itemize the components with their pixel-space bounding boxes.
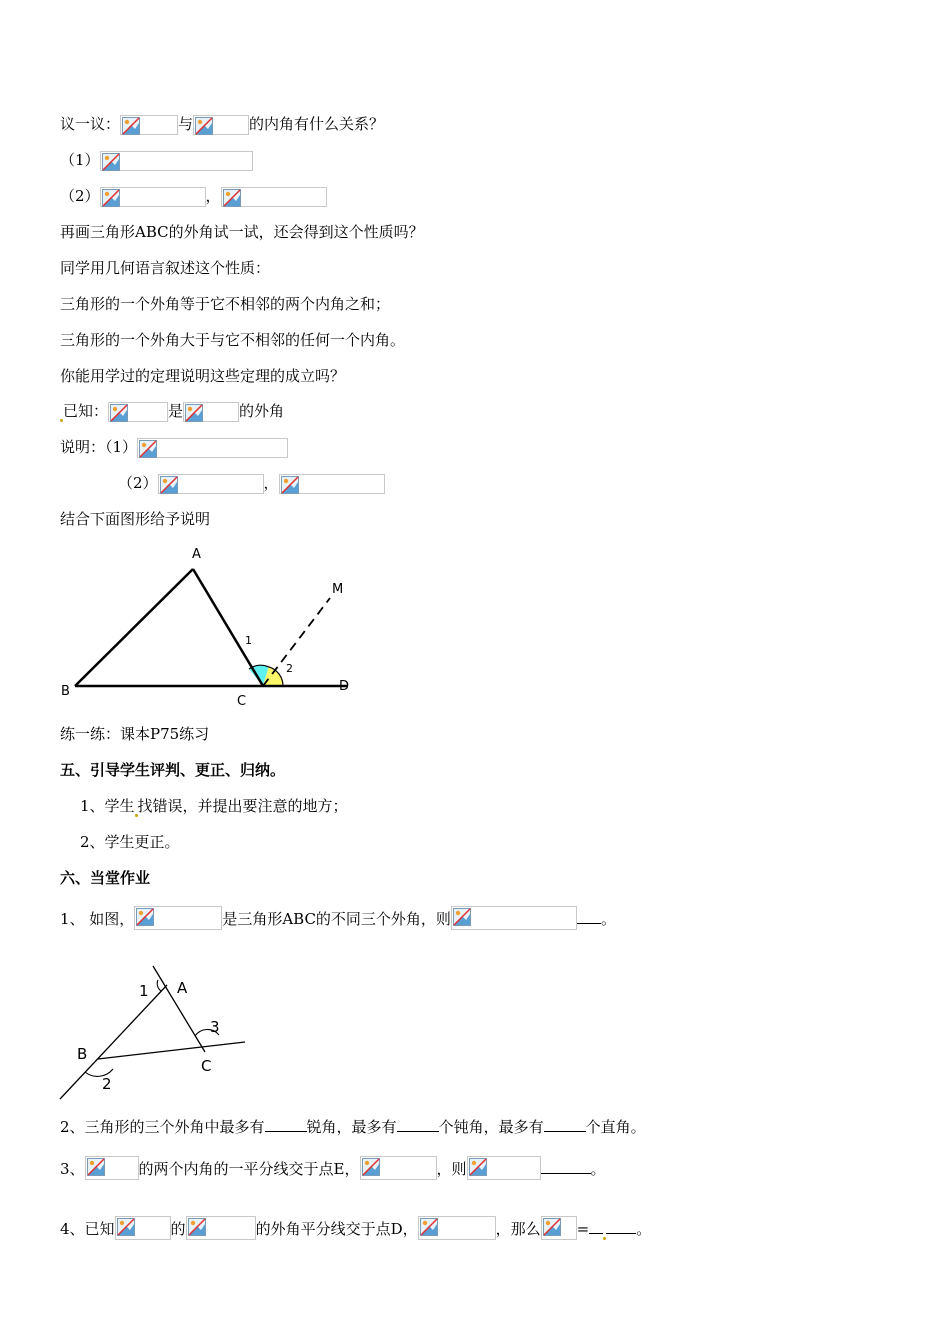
section-5-item-2: 2、学生更正。 <box>80 833 180 851</box>
broken-image-icon <box>158 474 264 494</box>
label-angle-1: 1 <box>139 982 149 1000</box>
line-ab <box>75 569 193 686</box>
label-b: B <box>77 1045 88 1063</box>
discuss-item-1: （1） <box>60 149 253 171</box>
paragraph: 三角形的一个外角大于与它不相邻的任何一个内角。 <box>60 331 406 349</box>
answer-blank <box>544 1117 586 1132</box>
broken-image-icon <box>85 1156 139 1180</box>
known-line: 已知： 是 的外角 <box>60 400 284 422</box>
broken-image-icon <box>137 438 288 458</box>
section-6-title: 六、当堂作业 <box>60 869 151 887</box>
broken-image-icon <box>279 474 385 494</box>
line-ac <box>193 569 263 686</box>
broken-image-icon <box>451 906 577 930</box>
label-d: D <box>339 679 350 694</box>
question-3: 3、 的两个内角的一平分线交于点E， ，则 。 <box>60 1156 606 1178</box>
line-through-bc <box>98 1042 245 1059</box>
label-c: C <box>237 694 247 709</box>
broken-image-icon <box>360 1156 437 1180</box>
explain-item-2: （2） ， <box>118 472 385 494</box>
label-a: A <box>192 547 201 562</box>
broken-image-icon <box>186 1216 256 1240</box>
broken-image-icon <box>120 115 178 135</box>
triangle-figure-1 <box>55 540 365 715</box>
section-5-item-1: 1、学生 找错误，并提出要注意的地方； <box>80 797 348 815</box>
paragraph: 你能用学过的定理说明这些定理的成立吗？ <box>60 367 346 385</box>
label-c: C <box>201 1057 212 1075</box>
broken-image-icon <box>183 402 239 422</box>
line-cm-dashed <box>263 598 330 686</box>
label-b: B <box>61 684 70 699</box>
broken-image-icon <box>108 402 168 422</box>
answer-blank <box>397 1117 439 1132</box>
question-2: 2、三角形的三个外角中最多有 锐角，最多有 个钝角，最多有 个直角。 <box>60 1118 646 1136</box>
label-m: M <box>332 582 344 597</box>
practice-text: 练一练：课本P75练习 <box>60 725 210 743</box>
paragraph: 三角形的一个外角等于它不相邻的两个内角之和； <box>60 295 391 313</box>
section-5-title: 五、引导学生评判、更正、归纳。 <box>60 761 286 779</box>
triangle-figure-2 <box>55 960 255 1105</box>
line-through-ba <box>60 985 167 1099</box>
label-angle-2: 2 <box>102 1075 112 1093</box>
combine-text: 结合下面图形给予说明 <box>60 510 211 528</box>
label-angle-1: 1 <box>245 634 252 647</box>
broken-image-icon <box>221 187 327 207</box>
label-angle-2: 2 <box>286 662 293 675</box>
explain-item-1: 说明：（1） <box>60 436 288 458</box>
discuss-item-2: （2） ， <box>60 185 327 207</box>
answer-blank <box>541 1159 591 1174</box>
broken-image-icon <box>541 1216 577 1240</box>
answer-blank <box>606 1219 636 1234</box>
question-1: 1、 如图， 是三角形ABC的不同三个外角，则 。 <box>60 906 616 928</box>
answer-blank <box>589 1219 603 1234</box>
broken-image-icon <box>100 151 253 171</box>
label-angle-3: 3 <box>210 1018 220 1036</box>
broken-image-icon <box>134 906 222 930</box>
angle-1-arc <box>157 980 161 991</box>
paragraph: 再画三角形ABC的外角试一试，还会得到这个性质吗？ <box>60 223 424 241</box>
question-4: 4、已知 的 的外角平分线交于点D， ，那么 = 。 <box>60 1216 651 1238</box>
broken-image-icon <box>115 1216 171 1240</box>
broken-image-icon <box>193 115 249 135</box>
answer-blank <box>577 909 601 924</box>
broken-image-icon <box>467 1156 541 1180</box>
broken-image-icon <box>100 187 206 207</box>
discuss-line: 议一议： 与 的内角有什么关系？ <box>60 115 385 133</box>
broken-image-icon <box>418 1216 496 1240</box>
paragraph: 同学用几何语言叙述这个性质： <box>60 259 271 277</box>
marker-dot <box>603 1237 606 1240</box>
label-a: A <box>177 979 188 997</box>
answer-blank <box>265 1117 307 1132</box>
